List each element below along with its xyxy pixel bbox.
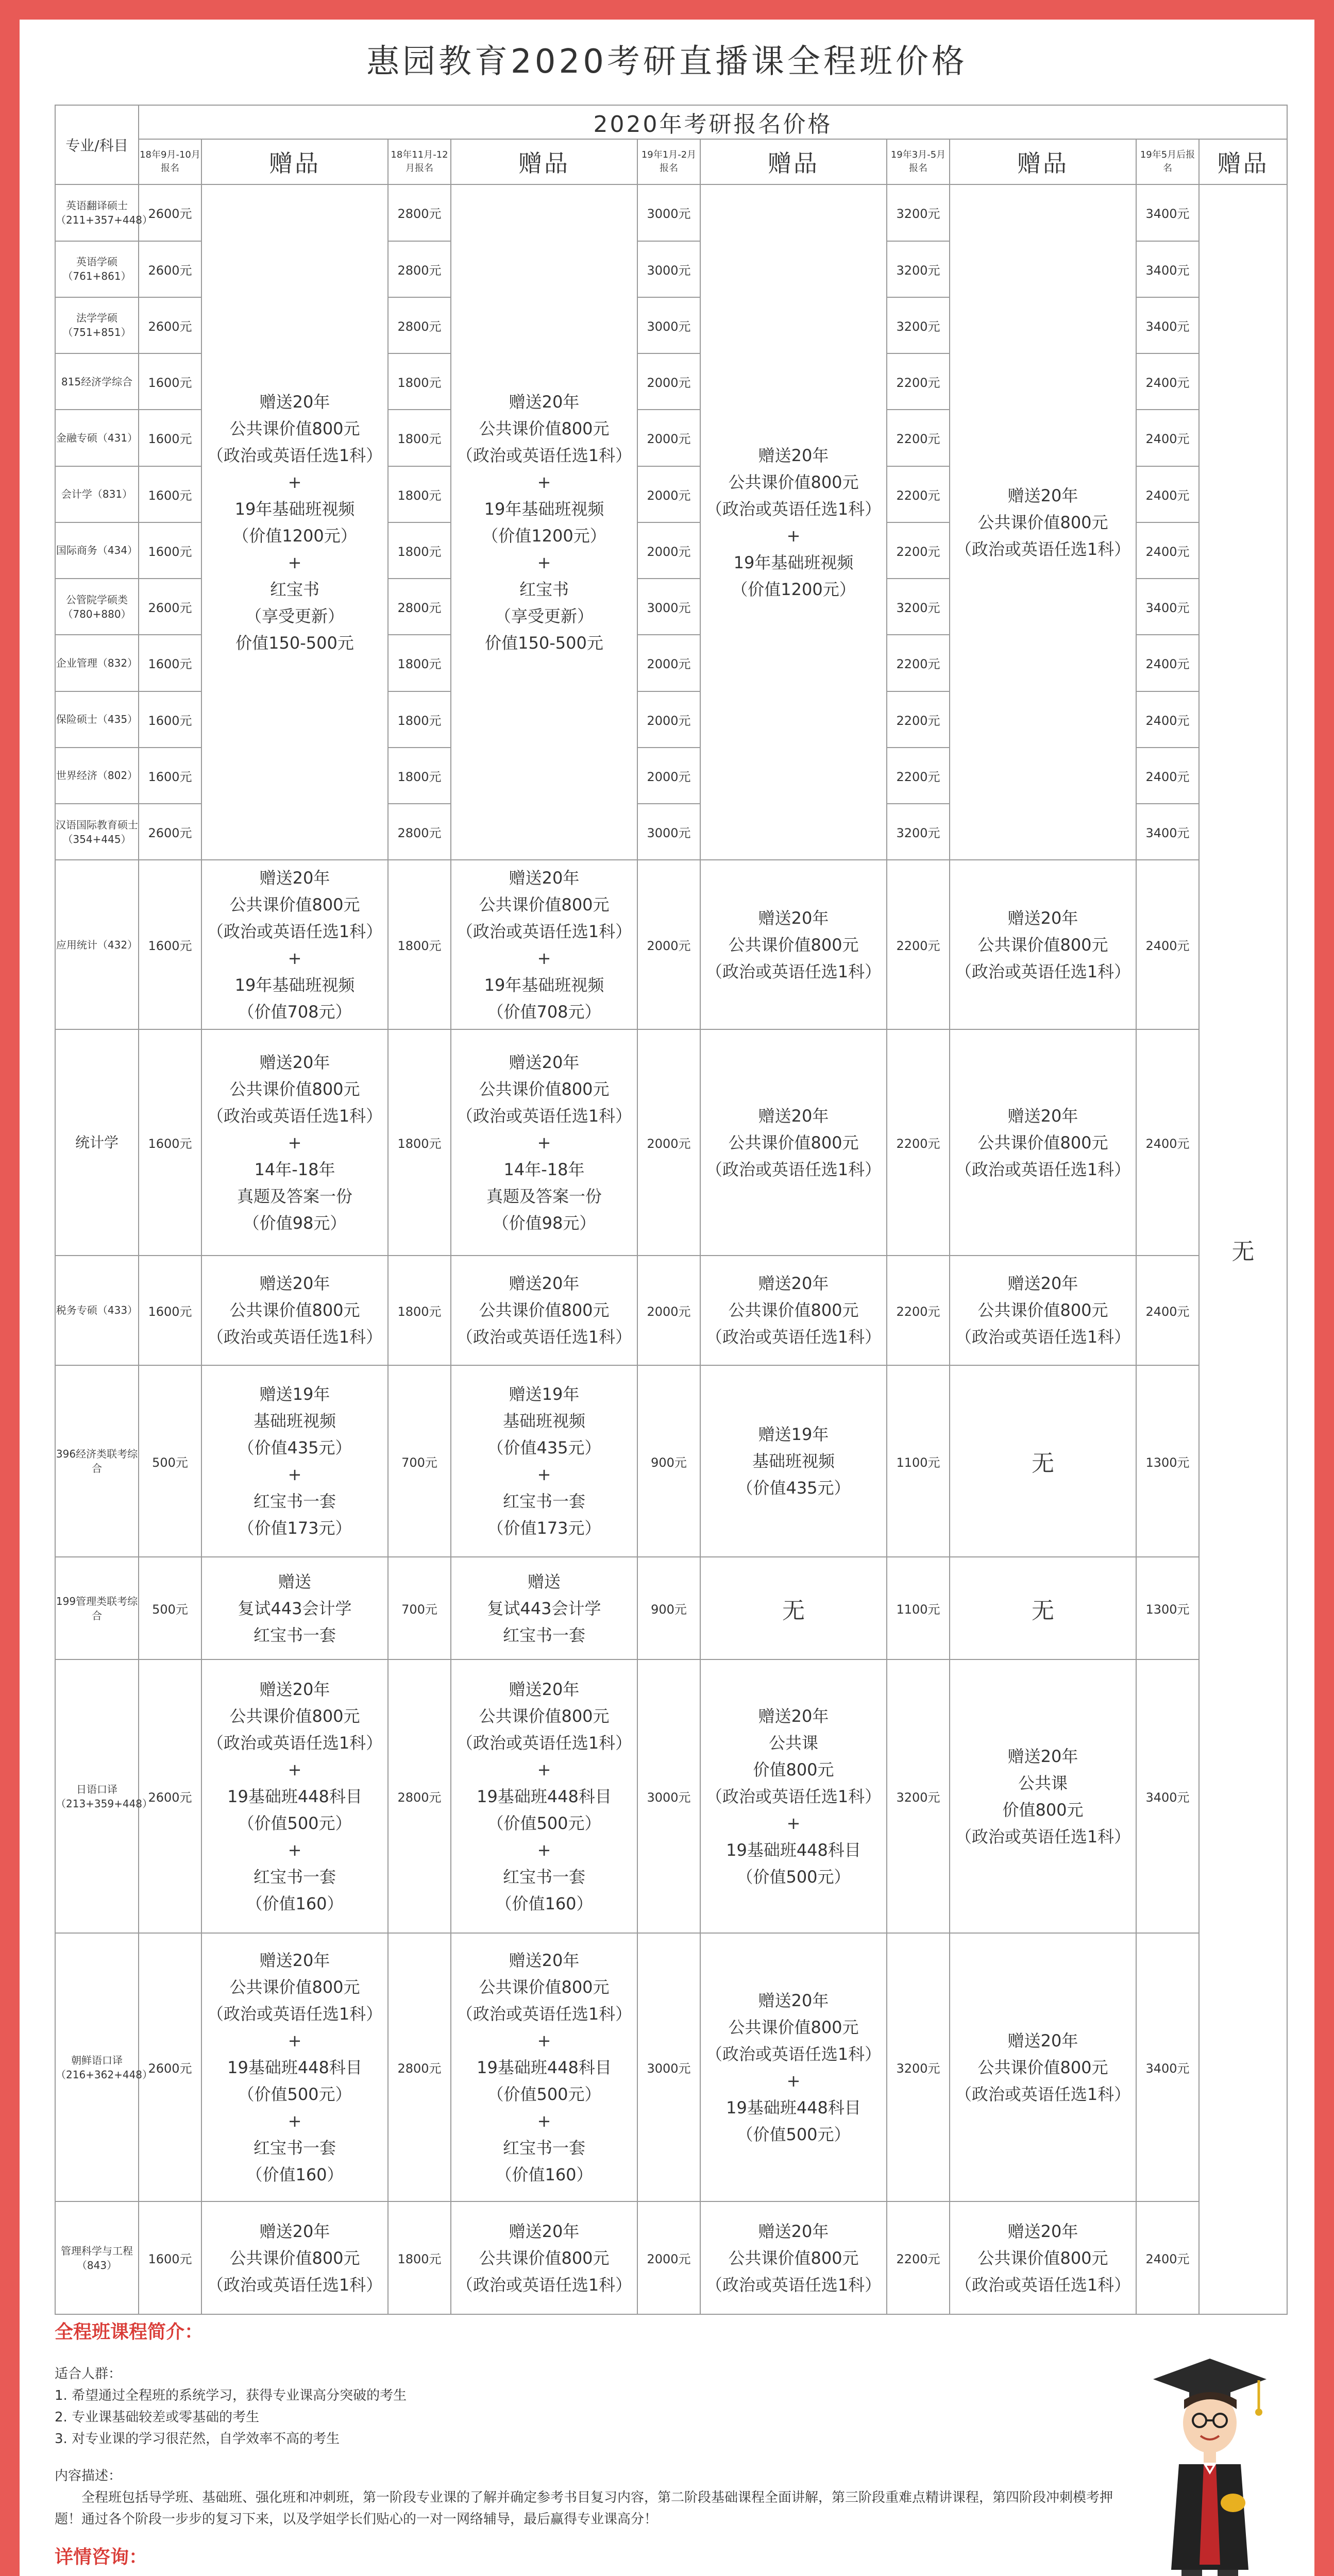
price-cell: 700元	[388, 1557, 451, 1659]
gift-header: 赠品	[451, 139, 637, 184]
price-cell: 3400元	[1136, 804, 1199, 860]
gift-cell: 赠送20年 公共课价值800元 （政治或英语任选1科） + 19年基础班视频 （价值708元）	[201, 860, 388, 1029]
price-cell: 2600元	[139, 1659, 201, 1933]
gift-header: 赠品	[1199, 139, 1287, 184]
price-cell: 2400元	[1136, 353, 1199, 410]
major-cell: 金融专硕（431）	[55, 410, 139, 466]
gift-header: 赠品	[950, 139, 1136, 184]
price-cell: 3400元	[1136, 241, 1199, 297]
major-cell: 公管院学硕类（780+880）	[55, 579, 139, 635]
price-cell: 1800元	[388, 748, 451, 804]
contact-title: 详情咨询：	[55, 2547, 148, 2568]
price-cell: 1800元	[388, 860, 451, 1029]
gift-cell: 赠送20年 公共课价值800元 （政治或英语任选1科）	[700, 2201, 887, 2314]
price-cell: 3200元	[887, 184, 950, 241]
price-cell: 500元	[139, 1365, 201, 1557]
gift-cell: 赠送20年 公共课价值800元 （政治或英语任选1科） + 19基础班448科目 （价值500元） + 红宝书一套 （价值160）	[451, 1659, 637, 1933]
major-cell: 世界经济（802）	[55, 748, 139, 804]
gift-cell: 赠送19年 基础班视频 （价值435元） + 红宝书一套 （价值173元）	[451, 1365, 637, 1557]
major-cell: 税务专硕（433）	[55, 1256, 139, 1365]
price-cell: 1600元	[139, 466, 201, 522]
gift-cell: 赠送20年 公共课价值800元 （政治或英语任选1科）	[950, 2201, 1136, 2314]
gift-cell: 赠送20年 公共课价值800元 （政治或英语任选1科） + 14年-18年 真题及答案一份 （价值98元）	[451, 1029, 637, 1256]
price-cell: 1800元	[388, 466, 451, 522]
gift-cell: 赠送20年 公共课价值800元 （政治或英语任选1科） + 19年基础班视频 （价值1200元）	[700, 184, 887, 860]
price-cell: 2400元	[1136, 522, 1199, 579]
major-cell: 管理科学与工程（843）	[55, 2201, 139, 2314]
price-cell: 2200元	[887, 353, 950, 410]
price-cell: 900元	[637, 1557, 700, 1659]
price-cell: 2400元	[1136, 635, 1199, 691]
price-cell: 3400元	[1136, 579, 1199, 635]
gift-cell: 赠送20年 公共课价值800元 （政治或英语任选1科） + 19年基础班视频 （价值1200元） + 红宝书 （享受更新） 价值150-500元	[451, 184, 637, 860]
price-cell: 2200元	[887, 860, 950, 1029]
price-cell: 3000元	[637, 804, 700, 860]
price-cell: 1800元	[388, 2201, 451, 2314]
price-cell: 2400元	[1136, 466, 1199, 522]
audience-label: 适合人群：	[55, 2366, 122, 2382]
price-cell: 2800元	[388, 297, 451, 353]
major-cell: 199管理类联考综合	[55, 1557, 139, 1659]
price-cell: 2600元	[139, 1933, 201, 2201]
price-cell: 2800元	[388, 184, 451, 241]
price-cell: 3200元	[887, 1659, 950, 1933]
price-cell: 3000元	[637, 297, 700, 353]
gift-cell: 赠送20年 公共课价值800元 （政治或英语任选1科）	[950, 1029, 1136, 1256]
gift-cell: 赠送 复试443会计学 红宝书一套	[201, 1557, 388, 1659]
gift-cell: 赠送20年 公共课 价值800元 （政治或英语任选1科）	[950, 1659, 1136, 1933]
major-cell: 企业管理（832）	[55, 635, 139, 691]
price-cell: 1600元	[139, 1256, 201, 1365]
price-cell: 2400元	[1136, 1029, 1199, 1256]
gift-cell: 赠送20年 公共课 价值800元 （政治或英语任选1科） + 19基础班448科目 （价值500元）	[700, 1659, 887, 1933]
major-cell: 汉语国际教育硕士（354+445）	[55, 804, 139, 860]
period-header: 18年9月-10月报名	[139, 139, 201, 184]
price-cell: 2200元	[887, 748, 950, 804]
period-header: 19年5月后报名	[1136, 139, 1199, 184]
gift-cell: 无	[950, 1557, 1136, 1659]
major-cell: 815经济学综合	[55, 353, 139, 410]
gift-cell: 赠送20年 公共课价值800元 （政治或英语任选1科） + 19基础班448科目 （价值500元） + 红宝书一套 （价值160）	[201, 1933, 388, 2201]
major-cell: 会计学（831）	[55, 466, 139, 522]
price-cell: 3400元	[1136, 1659, 1199, 1933]
price-cell: 3200元	[887, 804, 950, 860]
price-cell: 2000元	[637, 691, 700, 748]
price-cell: 2400元	[1136, 860, 1199, 1029]
gift-cell: 赠送19年 基础班视频 （价值435元） + 红宝书一套 （价值173元）	[201, 1365, 388, 1557]
period-header: 19年1月-2月报名	[637, 139, 700, 184]
price-cell: 3200元	[887, 241, 950, 297]
price-cell: 3400元	[1136, 184, 1199, 241]
price-cell: 3200元	[887, 1933, 950, 2201]
price-cell: 2400元	[1136, 691, 1199, 748]
gift-cell: 赠送 复试443会计学 红宝书一套	[451, 1557, 637, 1659]
major-cell: 英语翻译硕士（211+357+448）	[55, 184, 139, 241]
major-cell: 396经济类联考综合	[55, 1365, 139, 1557]
price-cell: 3000元	[637, 184, 700, 241]
gift-cell: 赠送20年 公共课价值800元 （政治或英语任选1科） + 19基础班448科目 （价值500元） + 红宝书一套 （价值160）	[451, 1933, 637, 2201]
price-cell: 2200元	[887, 691, 950, 748]
price-cell: 3000元	[637, 241, 700, 297]
price-cell: 2600元	[139, 804, 201, 860]
gift-cell: 无	[700, 1557, 887, 1659]
audience-item: 2. 专业课基础较差或零基础的考生	[55, 2410, 260, 2425]
description-label: 内容描述：	[55, 2468, 122, 2484]
gift-cell: 赠送20年 公共课价值800元 （政治或英语任选1科）	[950, 1256, 1136, 1365]
major-cell: 应用统计（432）	[55, 860, 139, 1029]
price-cell: 2000元	[637, 522, 700, 579]
audience-item: 3. 对专业课的学习很茫然，自学效率不高的考生	[55, 2431, 340, 2447]
gift-header: 赠品	[700, 139, 887, 184]
price-table	[55, 105, 1288, 2315]
price-cell: 1800元	[388, 353, 451, 410]
price-cell: 3000元	[637, 579, 700, 635]
price-cell: 2800元	[388, 1933, 451, 2201]
price-cell: 1600元	[139, 353, 201, 410]
price-cell: 500元	[139, 1557, 201, 1659]
major-header: 专业/科目	[55, 105, 139, 184]
major-cell: 英语学硕（761+861）	[55, 241, 139, 297]
price-sheet	[20, 20, 1314, 2576]
major-cell: 保险硕士（435）	[55, 691, 139, 748]
price-cell: 2800元	[388, 241, 451, 297]
price-cell: 1800元	[388, 1029, 451, 1256]
price-cell: 2000元	[637, 2201, 700, 2314]
price-cell: 2000元	[637, 748, 700, 804]
price-cell: 1100元	[887, 1557, 950, 1659]
gift-cell: 无	[950, 1365, 1136, 1557]
gift-cell: 赠送20年 公共课价值800元 （政治或英语任选1科）	[700, 860, 887, 1029]
gift-cell: 赠送20年 公共课价值800元 （政治或英语任选1科）	[451, 2201, 637, 2314]
price-cell: 1600元	[139, 748, 201, 804]
gift-cell: 赠送20年 公共课价值800元 （政治或英语任选1科）	[950, 860, 1136, 1029]
price-cell: 2200元	[887, 410, 950, 466]
price-cell: 2200元	[887, 466, 950, 522]
price-cell: 2400元	[1136, 1256, 1199, 1365]
last-gift-cell: 无	[1199, 184, 1287, 2314]
price-cell: 1300元	[1136, 1365, 1199, 1557]
price-cell: 2800元	[388, 579, 451, 635]
price-cell: 2600元	[139, 241, 201, 297]
price-cell: 2600元	[139, 297, 201, 353]
description-text: 全程班包括导学班、基础班、强化班和冲刺班，第一阶段专业课的了解并确定参考书目复习内容，第二阶段基础课程全面讲解，第三阶段重难点精讲课程，第四阶段冲刺模考押题！通过各个阶段一步步的复习下来，以及学姐学长们贴心的一对一网络辅导，最后赢得专业课高分！	[55, 2490, 1113, 2527]
price-cell: 3200元	[887, 579, 950, 635]
price-cell: 1800元	[388, 635, 451, 691]
period-header: 19年3月-5月报名	[887, 139, 950, 184]
price-cell: 2000元	[637, 466, 700, 522]
table-caption: 2020年考研报名价格	[139, 105, 1287, 139]
price-cell: 3400元	[1136, 297, 1199, 353]
gift-cell: 赠送20年 公共课价值800元 （政治或英语任选1科） + 19基础班448科目 （价值500元） + 红宝书一套 （价值160）	[201, 1659, 388, 1933]
price-cell: 3000元	[637, 1659, 700, 1933]
price-cell: 2400元	[1136, 410, 1199, 466]
price-cell: 2200元	[887, 1256, 950, 1365]
price-cell: 2000元	[637, 1029, 700, 1256]
price-cell: 1300元	[1136, 1557, 1199, 1659]
page-title: 惠园教育2020考研直播课全程班价格	[366, 43, 968, 81]
gift-cell: 赠送20年 公共课价值800元 （政治或英语任选1科）	[201, 1256, 388, 1365]
price-cell: 1800元	[388, 410, 451, 466]
price-cell: 2600元	[139, 579, 201, 635]
audience-section	[55, 2363, 1126, 2450]
price-cell: 1600元	[139, 860, 201, 1029]
price-cell: 2000元	[637, 1256, 700, 1365]
price-cell: 2400元	[1136, 2201, 1199, 2314]
price-cell: 2200元	[887, 522, 950, 579]
audience-item: 1. 希望通过全程班的系统学习，获得专业课高分突破的考生	[55, 2388, 407, 2403]
price-cell: 2000元	[637, 860, 700, 1029]
price-cell: 1600元	[139, 410, 201, 466]
gift-cell: 赠送20年 公共课价值800元 （政治或英语任选1科） + 19年基础班视频 （价值1200元） + 红宝书 （享受更新） 价值150-500元	[201, 184, 388, 860]
price-cell: 3000元	[637, 1933, 700, 2201]
major-cell: 国际商务（434）	[55, 522, 139, 579]
price-cell: 3200元	[887, 297, 950, 353]
gift-cell: 赠送20年 公共课价值800元 （政治或英语任选1科）	[201, 2201, 388, 2314]
gift-cell: 赠送20年 公共课价值800元 （政治或英语任选1科）	[451, 1256, 637, 1365]
price-cell: 900元	[637, 1365, 700, 1557]
gift-cell: 赠送20年 公共课价值800元 （政治或英语任选1科）	[700, 1256, 887, 1365]
price-cell: 1600元	[139, 691, 201, 748]
price-cell: 2000元	[637, 353, 700, 410]
price-cell: 2800元	[388, 804, 451, 860]
price-cell: 1600元	[139, 1029, 201, 1256]
price-cell: 2200元	[887, 2201, 950, 2314]
gift-cell: 赠送20年 公共课价值800元 （政治或英语任选1科） + 14年-18年 真题及答案一份 （价值98元）	[201, 1029, 388, 1256]
period-header: 18年11月-12月报名	[388, 139, 451, 184]
price-cell: 700元	[388, 1365, 451, 1557]
gift-cell: 赠送20年 公共课价值800元 （政治或英语任选1科） + 19基础班448科目 （价值500元）	[700, 1933, 887, 2201]
price-cell: 1800元	[388, 691, 451, 748]
major-cell: 朝鲜语口译（216+362+448）	[55, 1933, 139, 2201]
price-cell: 1800元	[388, 1256, 451, 1365]
price-cell: 2000元	[637, 410, 700, 466]
price-cell: 2400元	[1136, 748, 1199, 804]
gift-header: 赠品	[201, 139, 388, 184]
gift-cell: 赠送20年 公共课价值800元 （政治或英语任选1科）	[950, 1933, 1136, 2201]
gift-cell: 赠送20年 公共课价值800元 （政治或英语任选1科）	[950, 184, 1136, 860]
price-cell: 1600元	[139, 2201, 201, 2314]
description-section	[55, 2465, 1126, 2530]
price-cell: 2800元	[388, 1659, 451, 1933]
gift-cell: 赠送19年 基础班视频 （价值435元）	[700, 1365, 887, 1557]
price-cell: 1600元	[139, 635, 201, 691]
gift-cell: 赠送20年 公共课价值800元 （政治或英语任选1科）	[700, 1029, 887, 1256]
gift-cell: 赠送20年 公共课价值800元 （政治或英语任选1科） + 19年基础班视频 （价值708元）	[451, 860, 637, 1029]
major-cell: 法学学硕（751+851）	[55, 297, 139, 353]
major-cell: 日语口译（213+359+448）	[55, 1659, 139, 1933]
price-cell: 1800元	[388, 522, 451, 579]
price-cell: 2200元	[887, 635, 950, 691]
price-cell: 1600元	[139, 522, 201, 579]
graduate-mascot-icon	[1143, 2348, 1277, 2576]
price-cell: 2000元	[637, 635, 700, 691]
price-cell: 2600元	[139, 184, 201, 241]
intro-title: 全程班课程简介：	[55, 2321, 204, 2343]
price-cell: 3400元	[1136, 1933, 1199, 2201]
price-cell: 2200元	[887, 1029, 950, 1256]
price-cell: 1100元	[887, 1365, 950, 1557]
course-intro	[55, 2317, 1126, 2569]
major-cell: 统计学	[55, 1029, 139, 1256]
